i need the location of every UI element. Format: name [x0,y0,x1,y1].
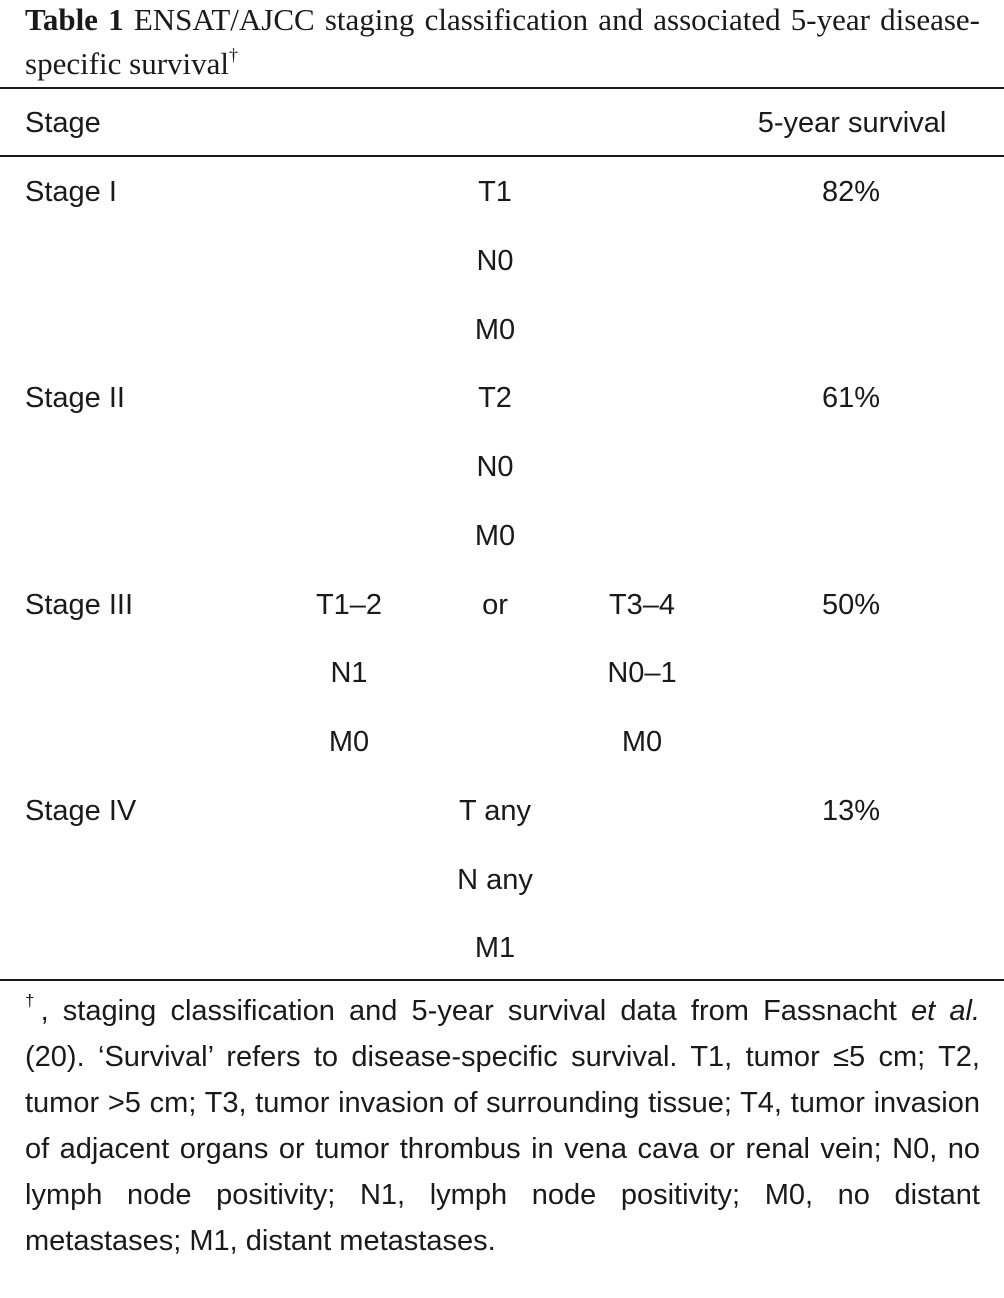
stage-label: Stage III [25,589,134,621]
table-footnote [25,988,980,1264]
stage-label: Stage II [25,382,125,414]
option-b-n: N0–1 [607,657,677,689]
option-b-t: T3–4 [608,589,676,621]
stage-label: Stage IV [25,795,137,827]
footnote-etal: et al. [911,995,980,1027]
header-stage: Stage [25,107,101,139]
survival-value: 50% [821,589,881,621]
option-a-t: T1–2 [315,589,383,621]
caption-text: ENSAT/AJCC staging classification and associated 5-year disease-specific survival [25,2,980,81]
header-rule [0,155,1004,157]
criteria-m: M0 [474,520,516,552]
criteria-m: M1 [474,932,516,964]
footnote-mark: † [25,991,41,1010]
option-a-n: N1 [330,657,368,689]
option-a-m: M0 [328,726,370,758]
table-caption [25,0,980,86]
stage-label: Stage I [25,176,117,208]
option-b-m: M0 [621,726,663,758]
criteria-t: T any [458,795,532,827]
survival-value: 13% [821,795,881,827]
table-label: Table 1 [25,2,124,37]
header-survival: 5-year survival [757,107,947,139]
or-connector: or [482,589,508,621]
criteria-n: N any [457,864,533,896]
table-top-rule [0,87,1004,89]
survival-value: 61% [821,382,881,414]
footnote-text-1: , staging classification and 5-year survival data from Fassnacht [40,995,912,1027]
criteria-m: M0 [474,314,516,346]
criteria-t: T1 [478,176,512,208]
caption-footnote-mark: † [229,45,239,65]
criteria-n: N0 [476,451,514,483]
table-bottom-rule [0,979,1004,981]
criteria-n: N0 [476,245,514,277]
survival-value: 82% [821,176,881,208]
footnote-text-2: (20). ‘Survival’ refers to disease-specific survival. T1, tumor ≤5 cm; T2, tumor >5 cm; T3, tumor invasion of surrounding tissue; T4, tumor invasion of adjacent organs or tumor thrombus in vena cava or renal vein; N0, no lymph node positivity; N1, lymph node positivity; M0, no distant metastases; M1, distant metastases. [25,1041,980,1257]
criteria-t: T2 [478,382,512,414]
